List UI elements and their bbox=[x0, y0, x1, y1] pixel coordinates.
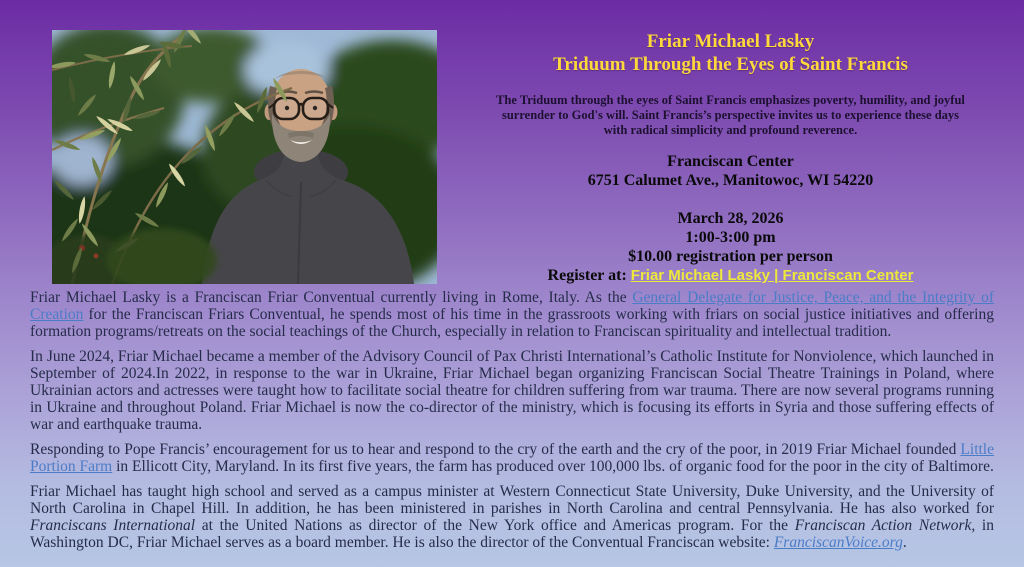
paragraph-text: Friar Michael Lasky is a Franciscan Friar Conventual currently living in Rome, Italy. As the bbox=[30, 289, 633, 306]
portrait-photo-graphic bbox=[52, 30, 437, 284]
body-paragraph bbox=[30, 348, 994, 433]
venue-block bbox=[437, 152, 1024, 190]
title-line-1: Friar Michael Lasky bbox=[646, 31, 815, 52]
paragraph-text: Franciscan Action Network, bbox=[794, 517, 976, 534]
body-paragraph bbox=[30, 289, 994, 340]
inline-link[interactable]: Little Portion Farm bbox=[30, 441, 994, 475]
friar-portrait-photo bbox=[52, 30, 437, 284]
paragraph-text: In June 2024, Friar Michael became a member of the Advisory Council of Pax Christi International’s Catholic Institute for Nonviolence, which launched in September of 2024.In 2022, in response to the war in Ukraine, Friar Michael began organizing Franciscan Social Theatre Trainings in Poland, where Ukrainian actors and actresses were taught how to facilitate social theatre for children suffering from war trauma. There are now several programs running in Ukraine and throughout Poland. Friar Michael is now the co-director of the ministry, which is focusing its efforts in Syria and those suffering effects of war and earthquake trauma. bbox=[30, 348, 994, 433]
header-block bbox=[437, 30, 1024, 285]
event-time: 1:00-3:00 pm bbox=[685, 229, 776, 246]
body-paragraph bbox=[30, 441, 994, 475]
venue-name: Franciscan Center bbox=[667, 153, 794, 170]
register-link[interactable]: Friar Michael Lasky | Franciscan Center bbox=[630, 267, 914, 284]
venue-address: 6751 Calumet Ave., Manitowoc, WI 54220 bbox=[587, 172, 874, 189]
register-label: Register at: bbox=[547, 267, 631, 284]
flyer-subtitle: The Triduum through the eyes of Saint Francis emphasizes poverty, humility, and joyful surrender to God's will. Saint Francis’s perspective invites us to experience these days with radical simplicity and profound reverence. bbox=[496, 93, 965, 137]
paragraph-text: Responding to Pope Francis’ encouragement for us to hear and respond to the cry of the earth and the cry of the poor, in 2019 Friar Michael founded bbox=[30, 441, 961, 458]
flyer-title bbox=[437, 30, 1024, 76]
paragraph-text: Friar Michael has taught high school and served as a campus minister at Western Connecticut State University, Duke University, and the University of North Carolina in Chapel Hill. In addition, he has been ministered in parishes in North Carolina and central Pennsylvania. He has also worked for bbox=[30, 483, 994, 517]
body-paragraph bbox=[30, 483, 994, 551]
paragraph-text: Franciscans International bbox=[30, 517, 196, 534]
bio-section bbox=[30, 289, 994, 559]
title-line-2: Triduum Through the Eyes of Saint Francis bbox=[553, 54, 908, 75]
paragraph-text: . bbox=[902, 534, 907, 551]
inline-link[interactable]: General Delegate for Justice, Peace, and the Integrity of Creation bbox=[30, 289, 995, 323]
paragraph-text: at the United Nations as director of the New York office and Americas program. For the bbox=[195, 517, 795, 534]
event-date: March 28, 2026 bbox=[677, 210, 784, 227]
event-fee: $10.00 registration per person bbox=[628, 248, 833, 265]
register-line bbox=[437, 266, 1024, 285]
event-details bbox=[437, 209, 1024, 285]
paragraph-text: in Washington DC, Friar Michael serves as a board member. He is also the director of the Conventual Franciscan website: bbox=[30, 517, 994, 551]
paragraph-text: in Ellicott City, Maryland. In its first five years, the farm has produced over 100,000 lbs. of organic food for the poor in the city of Baltimore. bbox=[112, 458, 994, 475]
paragraph-text: for the Franciscan Friars Conventual, he spends most of his time in the grassroots working with friars on social justice initiatives and offering formation programs/retreats on the social teachings of the Church, especially in relation to Franciscan spirituality and intellectual tradition. bbox=[30, 306, 994, 340]
inline-link[interactable]: FranciscanVoice.org bbox=[773, 534, 903, 551]
